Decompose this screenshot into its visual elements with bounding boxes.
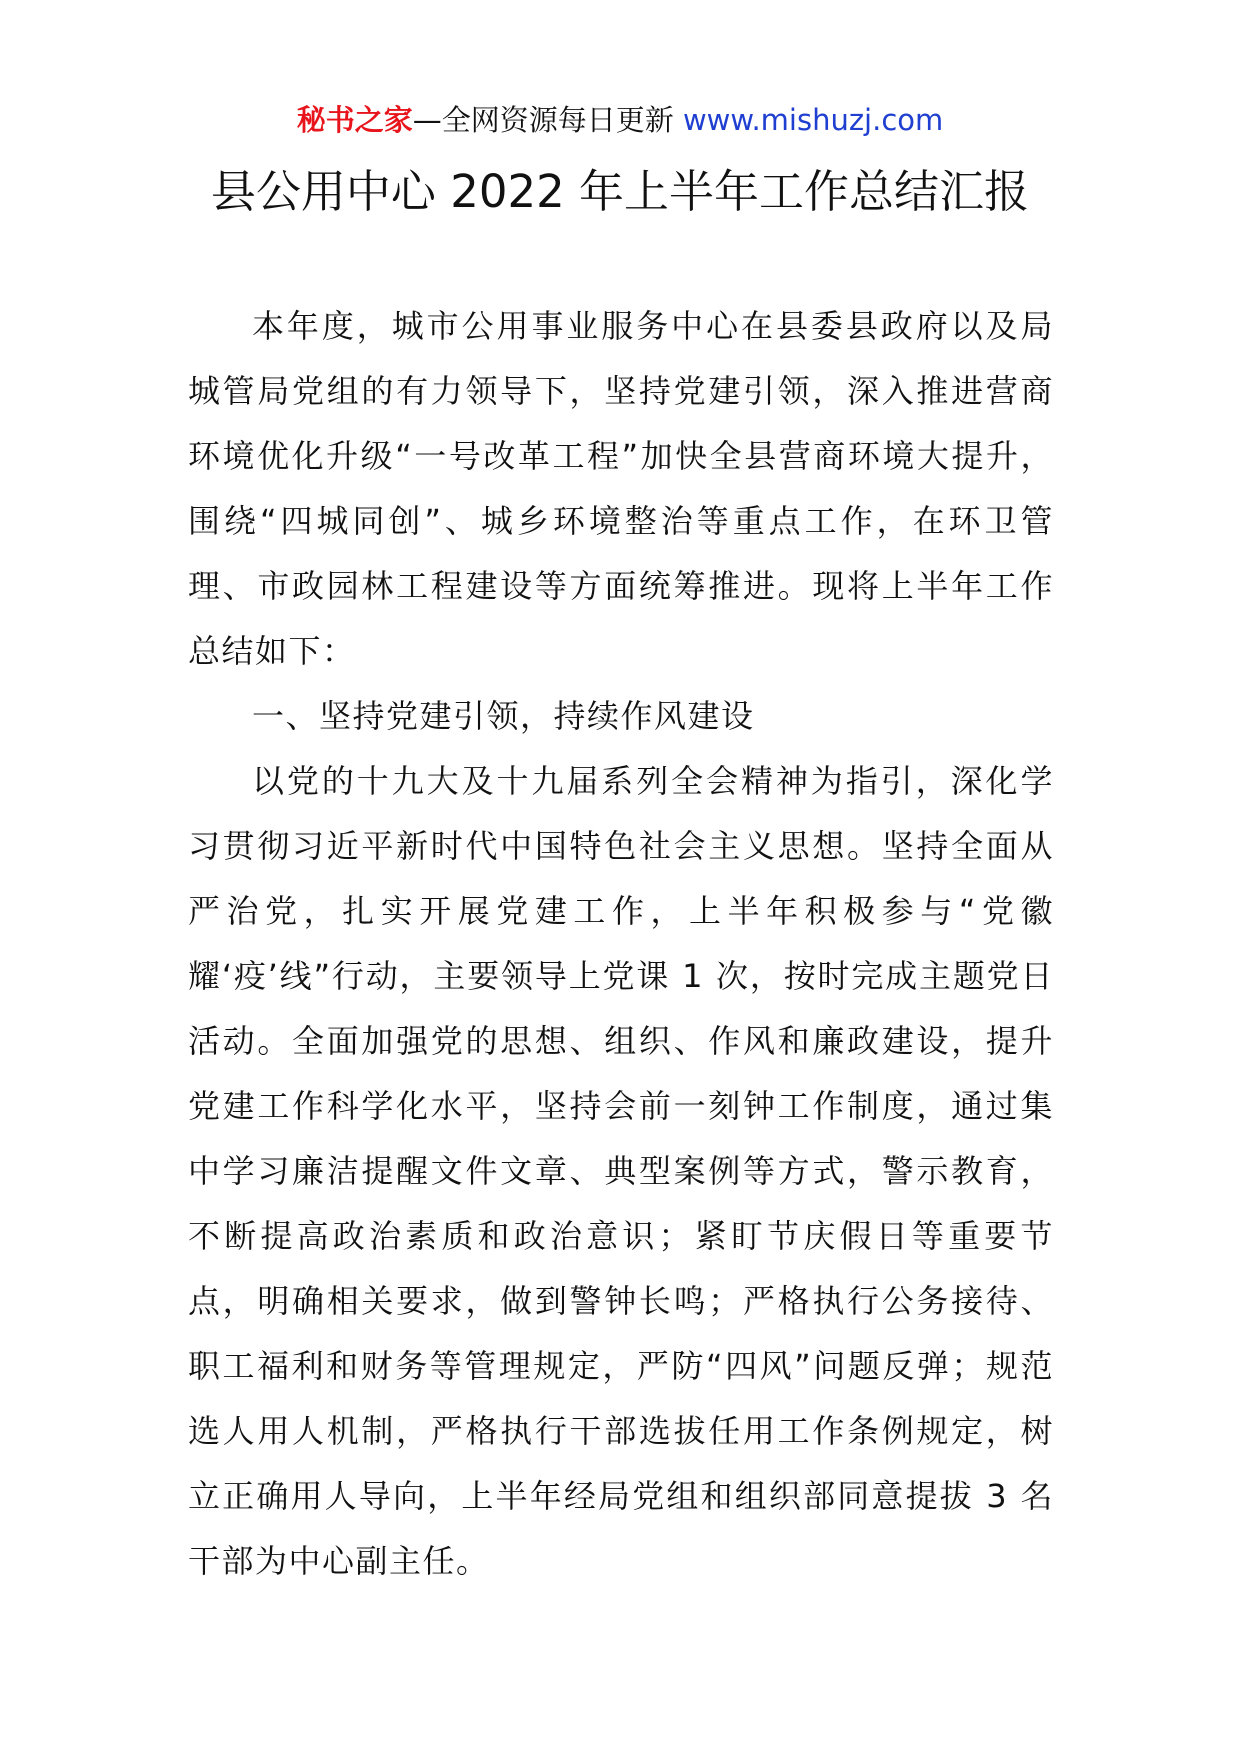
intro-paragraph: 本年度，城市公用事业服务中心在县委县政府以及局城管局党组的有力领导下，坚持党建引领，深入推进营商环境优化升级“一号改革工程”加快全县营商环境大提升，围绕“四城同创”、城乡环境整治等重点工作，在环卫管理、市政园林工程建设等方面统筹推进。现将上半年工作总结如下： — [188, 307, 1054, 670]
site-watermark-header — [0, 100, 1240, 140]
brand-slogan: —全网资源每日更新 — [412, 103, 683, 137]
section-heading-1: 一、坚持党建引领，持续作风建设 — [252, 697, 755, 735]
section-paragraph-1: 以党的十九大及十九届系列全会精神为指引，深化学习贯彻习近平新时代中国特色社会主义思想。坚持全面从严治党，扎实开展党建工作，上半年积极参与“党徽耀‘疫’线”行动，主要领导上党课 1 次，按时完成主题党日活动。全面加强党的思想、组织、作风和廉政建设，提升党建工作科学化水平，坚持会前一刻钟工作制度，通过集中学习廉洁提醒文件文章、典型案例等方式，警示教育，不断提高政治素质和政治意识；紧盯节庆假日等重要节点，明确相关要求，做到警钟长鸣；严格执行公务接待、职工福利和财务等管理规定，严防“四风”问题反弹；规范选人用人机制，严格执行干部选拔任用工作条例规定，树立正确用人导向，上半年经局党组和组织部同意提拔 3 名干部为中心副主任。 — [188, 762, 1054, 1580]
brand-name: 秘书之家 — [296, 103, 413, 137]
brand-url: www.mishuzj.com — [682, 103, 944, 137]
document-title: 县公用中心 2022 年上半年工作总结汇报 — [210, 165, 1030, 218]
document-body — [188, 294, 1054, 1594]
